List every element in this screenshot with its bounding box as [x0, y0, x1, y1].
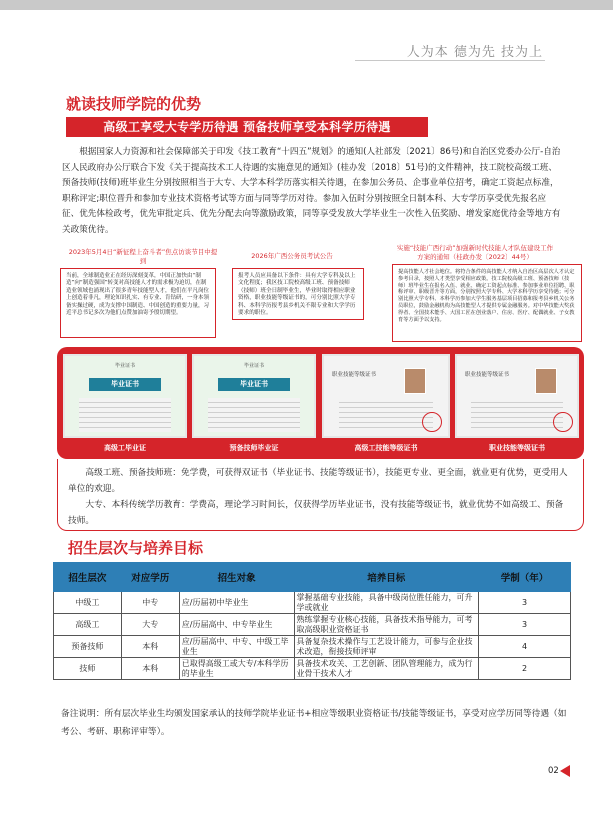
cert-caption-advanced: 高级工毕业证	[104, 444, 146, 452]
cell-target: 已取得高级工或大专/本科学历的毕业生	[179, 658, 294, 680]
cert-title: 职业技能等级证书	[465, 372, 510, 378]
table-row	[54, 658, 571, 680]
cert-text-lines	[471, 398, 562, 432]
header-level: 招生层次	[54, 563, 122, 592]
cell-level: 预备技师	[54, 636, 122, 658]
cert-caption-skill: 职业技能等级证书	[489, 444, 545, 452]
comparison-box	[57, 459, 584, 531]
certificate-image-skill-advanced	[322, 354, 450, 438]
header-years: 学制（年）	[479, 563, 571, 592]
cell-target: 应/历届初中毕业生	[179, 592, 294, 614]
cert-seal	[422, 412, 442, 432]
cell-years: 4	[479, 636, 571, 658]
cell-target: 应/历届高中、中专、中级工毕业生	[179, 636, 294, 658]
cell-target: 应/历届高中、中专毕业生	[179, 614, 294, 636]
header-slogan: 人为本 德为先 技为上	[406, 45, 543, 60]
cell-goal: 熟练掌握专业核心技能，具备技术指导能力，可考取高级职业资格证书	[294, 614, 479, 636]
cell-education: 大专	[121, 614, 179, 636]
certificate-image-skill	[455, 354, 579, 438]
cert-caption-skill-advanced: 高级工技能等级证书	[354, 444, 418, 452]
cert-photo	[404, 368, 426, 394]
header-goal: 培养目标	[294, 563, 479, 592]
table-header-row	[54, 563, 571, 592]
page-marker-icon	[560, 765, 570, 777]
compare-technical: 高级工班、预备技师班：免学费，可获得双证书（毕业证书、技能等级证书），技能更专业、更全面，就业更有优势，更受用人单位的欢迎。	[68, 468, 568, 494]
cell-education: 中专	[121, 592, 179, 614]
top-gray-bar	[0, 0, 613, 10]
cert-text-lines	[79, 398, 170, 432]
table-row	[54, 614, 571, 636]
table-row	[54, 592, 571, 614]
cell-years: 3	[479, 592, 571, 614]
levels-table	[53, 562, 571, 680]
news-clip-exam: 报考人员应具备以下条件：具有大学专科及以上文化程度；我区技工院校高级工班、预备技师（技师）班全日制毕业生，毕业时取得相应职业资格，职业技能等级证书的，可分别比照大学专科、本科学历报考县乡机关不限专业和大学学历要求的职位。	[232, 268, 364, 320]
header-target: 招生对象	[179, 563, 294, 592]
news-clip-cctv: 当前，全球制造业正在经历深刻变革，中国正加快由“制造”向“制造强国”转变对高技能人才的需求极为迫切，在制造业领域也涌现出了很多青年技能型人才，他们在平凡岗位上创造着非凡，理论知识扎实、有专业、肯钻研，一身本领备实操过硬，成为支撑中国制造、中国创造的重要力量，习近平总书记多次为他们点赞加油寄予殷切期望。	[60, 268, 216, 338]
cell-years: 2	[479, 658, 571, 680]
advantage-banner: 高级工享受大专学历待遇 预备技师享受本科学历待遇	[66, 117, 428, 137]
cert-top-text: 毕业证书	[114, 363, 135, 369]
clip-note-policy: 实施“技能广西行动”加强新时代技能人才队伍建设工作方案的通知（桂政办发〔2022〕44号）	[396, 244, 554, 261]
news-clip-policy: 提高技能人才社会地位。将符合条件的高技能人才纳入自治区高层次人才认定参考目录，按照人才类型享受相应政策。技工院校高级工班、预备技师（技师）班毕业生在报名入伍、就业、确定工资起点标准、参加事业单位招聘、职称评审、职级晋升等方面，分别按照大学专科、大学本科学历享受待遇；可分别比照大学专科、本科学历参加大学生服务基层项目招募和报考县乡机关公务员职位，鼓励金融机构为高技能型人才提供专属金融服务。对中华技能大奖获得者、全国技术能手、大国工匠在创业落户、住房、医疗、配偶就业、子女教育等方面予以支持。	[392, 264, 582, 342]
cert-photo	[535, 368, 557, 394]
cell-years: 3	[479, 614, 571, 636]
table-remark: 备注说明：所有层次毕业生均颁发国家承认的技师学院毕业证书+相应等级职业资格证书/技能等级证书，享受对应学历同等待遇（如考公、考研、职称评审等）。	[61, 709, 567, 737]
certificate-image-technician	[192, 354, 316, 438]
cert-caption-technician: 预备技师毕业证	[229, 444, 279, 452]
cert-text-lines	[339, 398, 433, 432]
page-number: 02	[548, 766, 559, 776]
cell-goal: 掌握基础专业技能，具备中级岗位胜任能力，可升学或就业	[294, 592, 479, 614]
cell-education: 本科	[121, 636, 179, 658]
certificate-image-advanced	[63, 354, 187, 438]
cell-education: 本科	[121, 658, 179, 680]
table-row	[54, 636, 571, 658]
clip-note-exam: 2026年广西公务员考试公告	[251, 252, 333, 260]
policy-paragraph: 根据国家人力资源和社会保障部关于印发《技工教育“十四五”规划》的通知(人社部发〔2021〕86号)和自治区党委办公厅-自治区人民政府办公厅联合下发《关于提高技术工人待遇的实施意见的通知》(桂办发〔2018〕51号)的文件精神，技工院校高级工班、预备技师(技师)班毕业生分别按照相当于大专、大学本科学历落实相关待遇，在参加公务员、企事业单位招考，确定工资起点标准，职称评定;职位晋升和参加专业技术资格考试等方面与同等学历对待。参加入伍时分别按照全日制本科、大专学历享受优先报名应征、优先体检政考，优先审批定兵、优先分配去向等激励政策，同等享受发放大学毕业生一次性入伍奖励、增发家庭优待金等地方有关政策优待。	[62, 147, 561, 235]
cell-goal: 具备技术攻关、工艺创新、团队管理能力，成为行业骨干技术人才	[294, 658, 479, 680]
section-title-levels: 招生层次与培养目标	[68, 539, 204, 557]
cell-level: 高级工	[54, 614, 122, 636]
header-education: 对应学历	[121, 563, 179, 592]
compare-degree: 大专、本科传统学历教育：学费高，理论学习时间长，仅获得学历毕业证书，没有技能等级证书，就业优势不如高级工、预备技师。	[68, 500, 564, 526]
cert-seal	[553, 412, 573, 432]
cert-top-text: 毕业证书	[243, 363, 264, 369]
certificate-panel	[57, 347, 584, 459]
slogan-underline	[355, 60, 545, 61]
cell-level: 技师	[54, 658, 122, 680]
cert-text-lines	[208, 398, 299, 432]
cert-banner: 毕业证书	[89, 378, 161, 391]
cell-goal: 具备复杂技术操作与工艺设计能力，可参与企业技术改造，衔接技师评审	[294, 636, 479, 658]
cert-title: 职业技能等级证书	[332, 372, 377, 378]
section-title-advantages: 就读技师学院的优势	[66, 95, 202, 113]
cell-level: 中级工	[54, 592, 122, 614]
cert-banner: 毕业证书	[218, 378, 290, 391]
clip-note-cctv: 2023年5月4日“新征程上奋斗者”焦点访谈节目中提到	[68, 248, 218, 265]
